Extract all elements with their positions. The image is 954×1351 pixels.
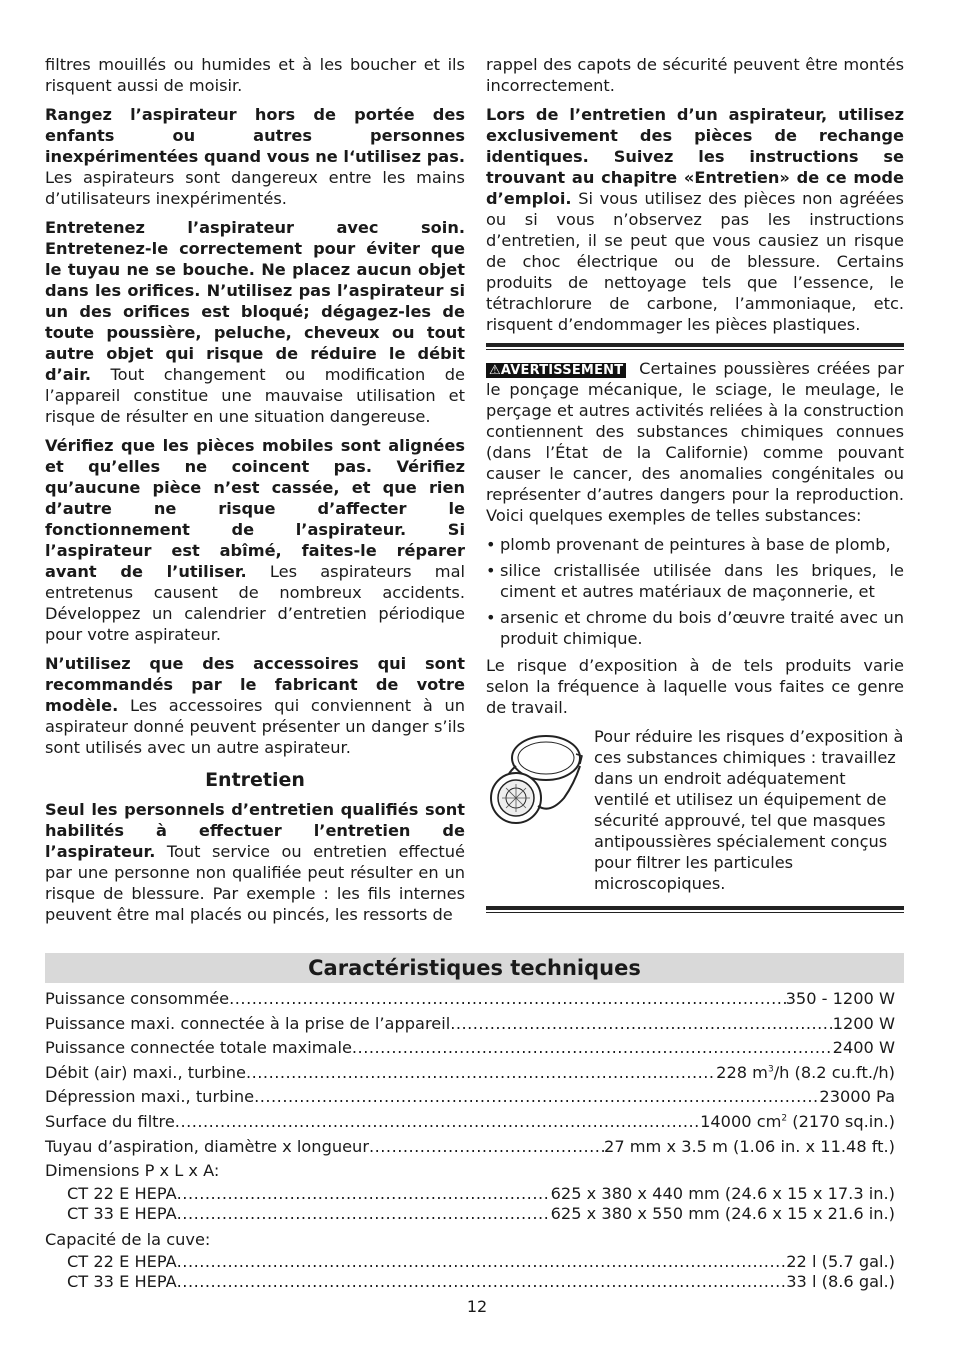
spec-row: Puissance maxi. connectée à la prise de l’appareil ..... 1200 W bbox=[45, 1012, 904, 1037]
spec-row: Surface du filtre ..... 14000 $cm^2$ (2170 sq.in.) bbox=[45, 1110, 904, 1135]
bold-text: Lors de l’entretien d’un aspirateur, utilisez exclusivement des pièces de rechange identiques. Suivez les instructions se trouvant au chapitre «Entretien» de ce mode d’emploi. bbox=[486, 105, 904, 208]
bold-text: Seul les personnels d’entretien qualifiés sont habilités à effectuer l’entretien de l’aspirateur. bbox=[45, 800, 465, 861]
right-column bbox=[486, 54, 904, 921]
divider bbox=[486, 906, 904, 913]
paragraph: rappel des capots de sécurité peuvent être montés incorrectement. bbox=[486, 55, 904, 95]
page-number: 12 bbox=[466, 1297, 488, 1316]
technical-specifications bbox=[45, 953, 904, 1292]
paragraph: Lors de l’entretien d’un aspirateur, utilisez exclusivement des pièces de rechange identiques. Suivez les instructions se trouvant au chapitre «Entretien» de ce mode d’emploi. Si vous utilisez des pièces non agréées ou si vous n’observez pas les instructions d’entretien, il se peut que vous causiez un risque de choc électrique ou de blessure. Certains produits de nettoyage tels que l’essence, le tétrachlorure de carbone, l’ammoniaque, etc. risquent d’endommager les pièces plastiques. bbox=[486, 105, 904, 334]
warning-triangle-icon: ⚠ bbox=[489, 363, 501, 378]
warning-badge: ⚠AVERTISSEMENT bbox=[486, 363, 626, 378]
list-item: • silice cristallisée utilisée dans les briques, le ciment et autres matériaux de maçonnerie, et bbox=[486, 560, 904, 602]
dimensions-heading: Dimensions P x L x A: bbox=[45, 1161, 220, 1181]
bold-text: N’utilisez que des accessoires qui sont recommandés par le fabricant de votre modèle. bbox=[45, 654, 465, 715]
left-column bbox=[45, 54, 465, 933]
paragraph: Le risque d’exposition à de tels produits varie selon la fréquence à laquelle vous faites ce genre de travail. bbox=[486, 656, 904, 717]
specs-title: Caractéristiques techniques bbox=[45, 953, 904, 983]
paragraph: N’utilisez que des accessoires qui sont recommandés par le fabricant de votre modèle. Les accessoires qui conviennent à un aspirateur donné peuvent présenter un danger s’ils sont utilisés avec un autre aspirateur. bbox=[45, 654, 465, 757]
bold-text: Vérifiez que les pièces mobiles sont alignées et qu’elles ne coincent pas. Vérifiez qu’aucune pièce n’est cassée, et que rien d’autre ne risque d’affecter le fonctionnement de l’aspirateur. Si l’aspirateur est abîmé, faites-le réparer avant de l’utiliser. bbox=[45, 436, 465, 581]
spec-row: CT 22 E HEPA ..... 625 x 380 x 440 mm (24.6 x 15 x 17.3 in.) bbox=[45, 1184, 904, 1204]
paragraph: Seul les personnels d’entretien qualifiés sont habilités à effectuer l’entretien de l’aspirateur. Tout service ou entretien effectué par une personne non qualifiée peut résulter en un risque de blessure. Par exemple : les fils internes peuvent être mal placés ou pincés, les ressorts de bbox=[45, 800, 465, 924]
paragraph: Rangez l’aspirateur hors de portée des enfants ou autres personnes inexpérimentées quand vous ne l‘utilisez pas. Les aspirateurs sont dangereux entre les mains d’utilisateurs inexpérimentés. bbox=[45, 105, 465, 208]
paragraph: filtres mouillés ou humides et à les boucher et ils risquent aussi de moisir. bbox=[45, 55, 465, 95]
spec-row: Tuyau d’aspiration, diamètre x longueur ..... 27 mm x 3.5 m (1.06 in. x 11.48 ft.) bbox=[45, 1135, 904, 1160]
divider bbox=[486, 343, 904, 350]
bold-text: Rangez l’aspirateur hors de portée des enfants ou autres personnes inexpérimentées quand vous ne l‘utilisez pas. bbox=[45, 105, 465, 166]
spec-row: Puissance connectée totale maximale ..... 2400 W bbox=[45, 1036, 904, 1061]
dust-mask-icon bbox=[486, 726, 586, 836]
list-item: • plomb provenant de peintures à base de plomb, bbox=[486, 534, 904, 555]
section-heading: Entretien bbox=[205, 769, 305, 791]
spec-row: CT 22 E HEPA ..... 22 l (5.7 gal.) bbox=[45, 1252, 904, 1272]
spec-row: Puissance consommée ..... 350 - 1200 W bbox=[45, 987, 904, 1012]
paragraph: Vérifiez que les pièces mobiles sont alignées et qu’elles ne coincent pas. Vérifiez qu’aucune pièce n’est cassée, et que rien d’autre ne risque d’affecter le fonctionnement de l’aspirateur. Si l’aspirateur est abîmé, faites-le réparer avant de l’utiliser. Les aspirateurs mal entretenus causent de nombreux accidents. Développez un calendrier d’entretien périodique pour votre aspirateur. bbox=[45, 436, 465, 644]
spec-row: CT 33 E HEPA ..... 625 x 380 x 550 mm (24.6 x 15 x 21.6 in.) bbox=[45, 1204, 904, 1224]
paragraph: Entretenez l’aspirateur avec soin. Entretenez-le correctement pour éviter que le tuyau ne se bouche. Ne placez aucun objet dans les orifices. N’utilisez pas l’aspirateur si un des orifices est bloqué; dégagez-les de toute poussière, peluche, cheveux ou tout autre objet qui risque de réduire le débit d’air. Tout changement ou modification de l’appareil constitue une mauvaise utilisation et risque de résulter en une situation dangereuse. bbox=[45, 218, 465, 426]
warning-paragraph: ⚠AVERTISSEMENT Certaines poussières créées par le ponçage mécanique, le sciage, le meulage, le perçage et autres activités reliées à la construction contiennent des substances chimiques connues (dans l’État de la Californie) comme pouvant causer le cancer, des anomalies congénitales ou représenter d’autres dangers pour la reproduction. Voici quelques exemples de telles substances: bbox=[486, 359, 904, 525]
spec-row: Débit (air) maxi., turbine ..... 228 $m^3/h$ (8.2 cu.ft./h) bbox=[45, 1061, 904, 1086]
spec-row: Dépression maxi., turbine ..... 23000 Pa bbox=[45, 1085, 904, 1110]
mask-text: Pour réduire les risques d’exposition à ces substances chimiques : travaillez dans un endroit adéquatement ventilé et utilisez un équipement de sécurité approuvé, tel que masques antipoussières spécialement conçus pour filtrer les particules microscopiques. bbox=[594, 727, 904, 893]
capacity-heading: Capacité de la cuve: bbox=[45, 1229, 211, 1249]
mask-notice bbox=[486, 726, 904, 894]
list-item: • arsenic et chrome du bois d’œuvre traité avec un produit chimique. bbox=[486, 607, 904, 649]
spec-row: CT 33 E HEPA ..... 33 l (8.6 gal.) bbox=[45, 1272, 904, 1292]
substance-list bbox=[486, 534, 904, 649]
bold-text: Entretenez l’aspirateur avec soin. Entretenez-le correctement pour éviter que le tuyau ne se bouche. Ne placez aucun objet dans les orifices. N’utilisez pas l’aspirateur si un des orifices est bloqué; dégagez-les de toute poussière, peluche, cheveux ou tout autre objet qui risque de réduire le débit d’air. bbox=[45, 218, 465, 384]
